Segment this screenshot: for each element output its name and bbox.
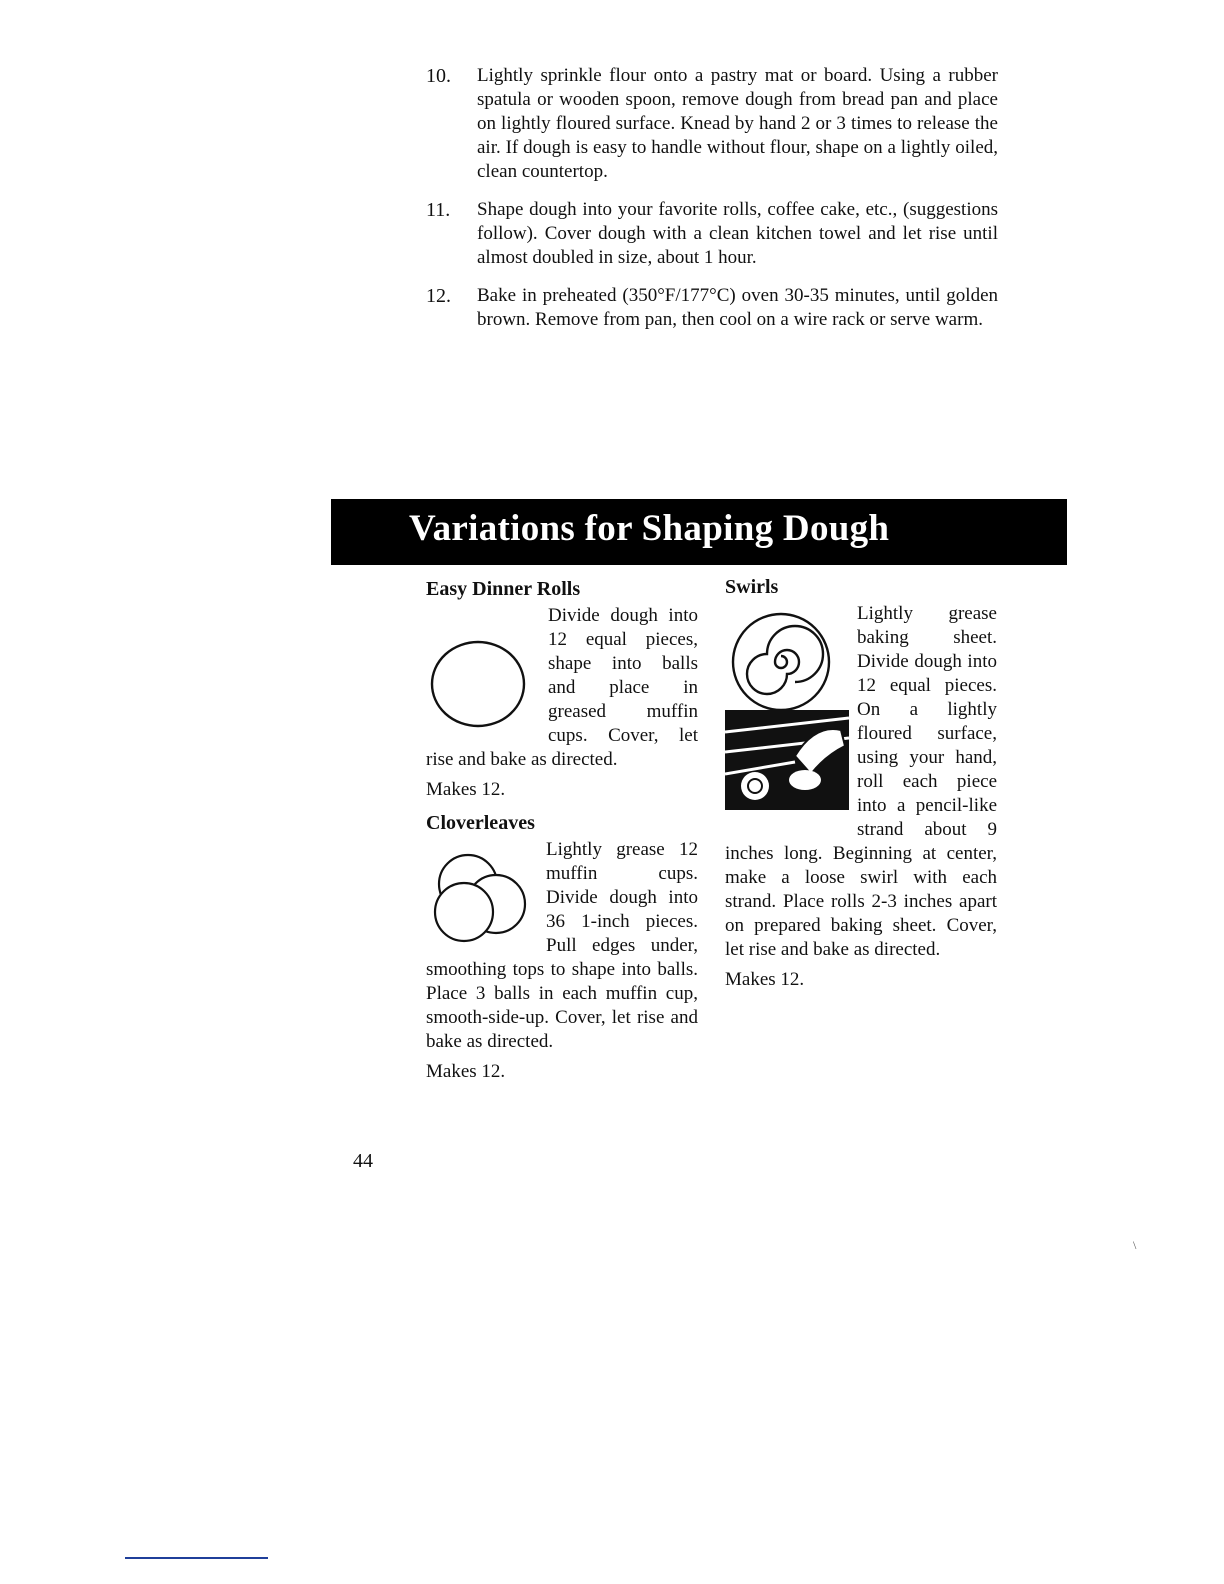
dinner-rolls-text: Divide dough into 12 equal pieces, shape into balls and place in greased muffin cups. Cover, let rise and bake as directed. — [426, 605, 698, 770]
step-11 — [426, 198, 998, 270]
step-text: Lightly sprinkle flour onto a pastry mat or board. Using a rubber spatula or wooden spoon, remove dough from bread pan and place on lightly floured surface. Knead by hand 2 or 3 times to release the air. If dough is easy to handle without flour, shape on a lightly oiled, clean countertop. — [477, 65, 998, 182]
step-number: 10. — [426, 65, 451, 87]
step-number: 11. — [426, 199, 451, 221]
swirls-yield: Makes 12. — [725, 969, 805, 990]
banner-title: Variations for Shaping Dough — [409, 508, 890, 549]
corner-mark: \ — [1133, 1238, 1137, 1252]
cloverleaf-icon — [426, 846, 536, 946]
cloverleaves-title: Cloverleaves — [426, 812, 535, 834]
right-column — [725, 574, 997, 992]
swirl-roll-2 — [789, 770, 821, 790]
instruction-steps — [426, 64, 998, 346]
roll-outline — [432, 642, 524, 726]
section-banner — [331, 499, 1067, 565]
page-number: 44 — [353, 1150, 373, 1172]
swirl-roll-1 — [741, 772, 769, 800]
swirls-text: Lightly grease baking sheet. Divide dough into 12 equal pieces. On a lightly floured surface, using your hand, roll each piece into a pencil-like strand about 9 inches long. Beginning at center, make a loose swirl with each strand. Place rolls 2-3 inches apart on prepared baking sheet. Cover, let rise and bake as directed. — [725, 603, 997, 960]
cloverleaves-text: Lightly grease 12 muffin cups. Divide dough into 36 1-inch pieces. Pull edges under, smoothing tops to shape into balls. Place 3 balls in each muffin cup, smooth-side-up. Cover, let rise and bake as directed. — [426, 839, 698, 1052]
clover-ball-left — [435, 883, 493, 941]
dinner-rolls-title: Easy Dinner Rolls — [426, 578, 581, 600]
dinner-roll-icon — [426, 622, 538, 734]
step-number: 12. — [426, 285, 451, 307]
step-10 — [426, 64, 998, 184]
swirls-title: Swirls — [725, 576, 779, 598]
step-text: Shape dough into your favorite rolls, coffee cake, etc., (suggestions follow). Cover dough with a clean kitchen towel and let rise until almost doubled in size, about 1 hour. — [477, 199, 998, 268]
cloverleaves-section — [426, 810, 698, 1084]
step-12 — [426, 284, 998, 332]
step-text: Bake in preheated (350°F/177°C) oven 30-35 minutes, until golden brown. Remove from pan, then cool on a wire rack or serve warm. — [477, 285, 998, 330]
cloverleaves-yield: Makes 12. — [426, 1061, 506, 1082]
dinner-rolls-section — [426, 576, 698, 802]
swirls-section — [725, 574, 997, 992]
dinner-rolls-yield: Makes 12. — [426, 779, 506, 800]
bottom-rule — [125, 1557, 268, 1559]
left-column — [426, 576, 698, 1084]
swirl-icon — [725, 606, 849, 810]
